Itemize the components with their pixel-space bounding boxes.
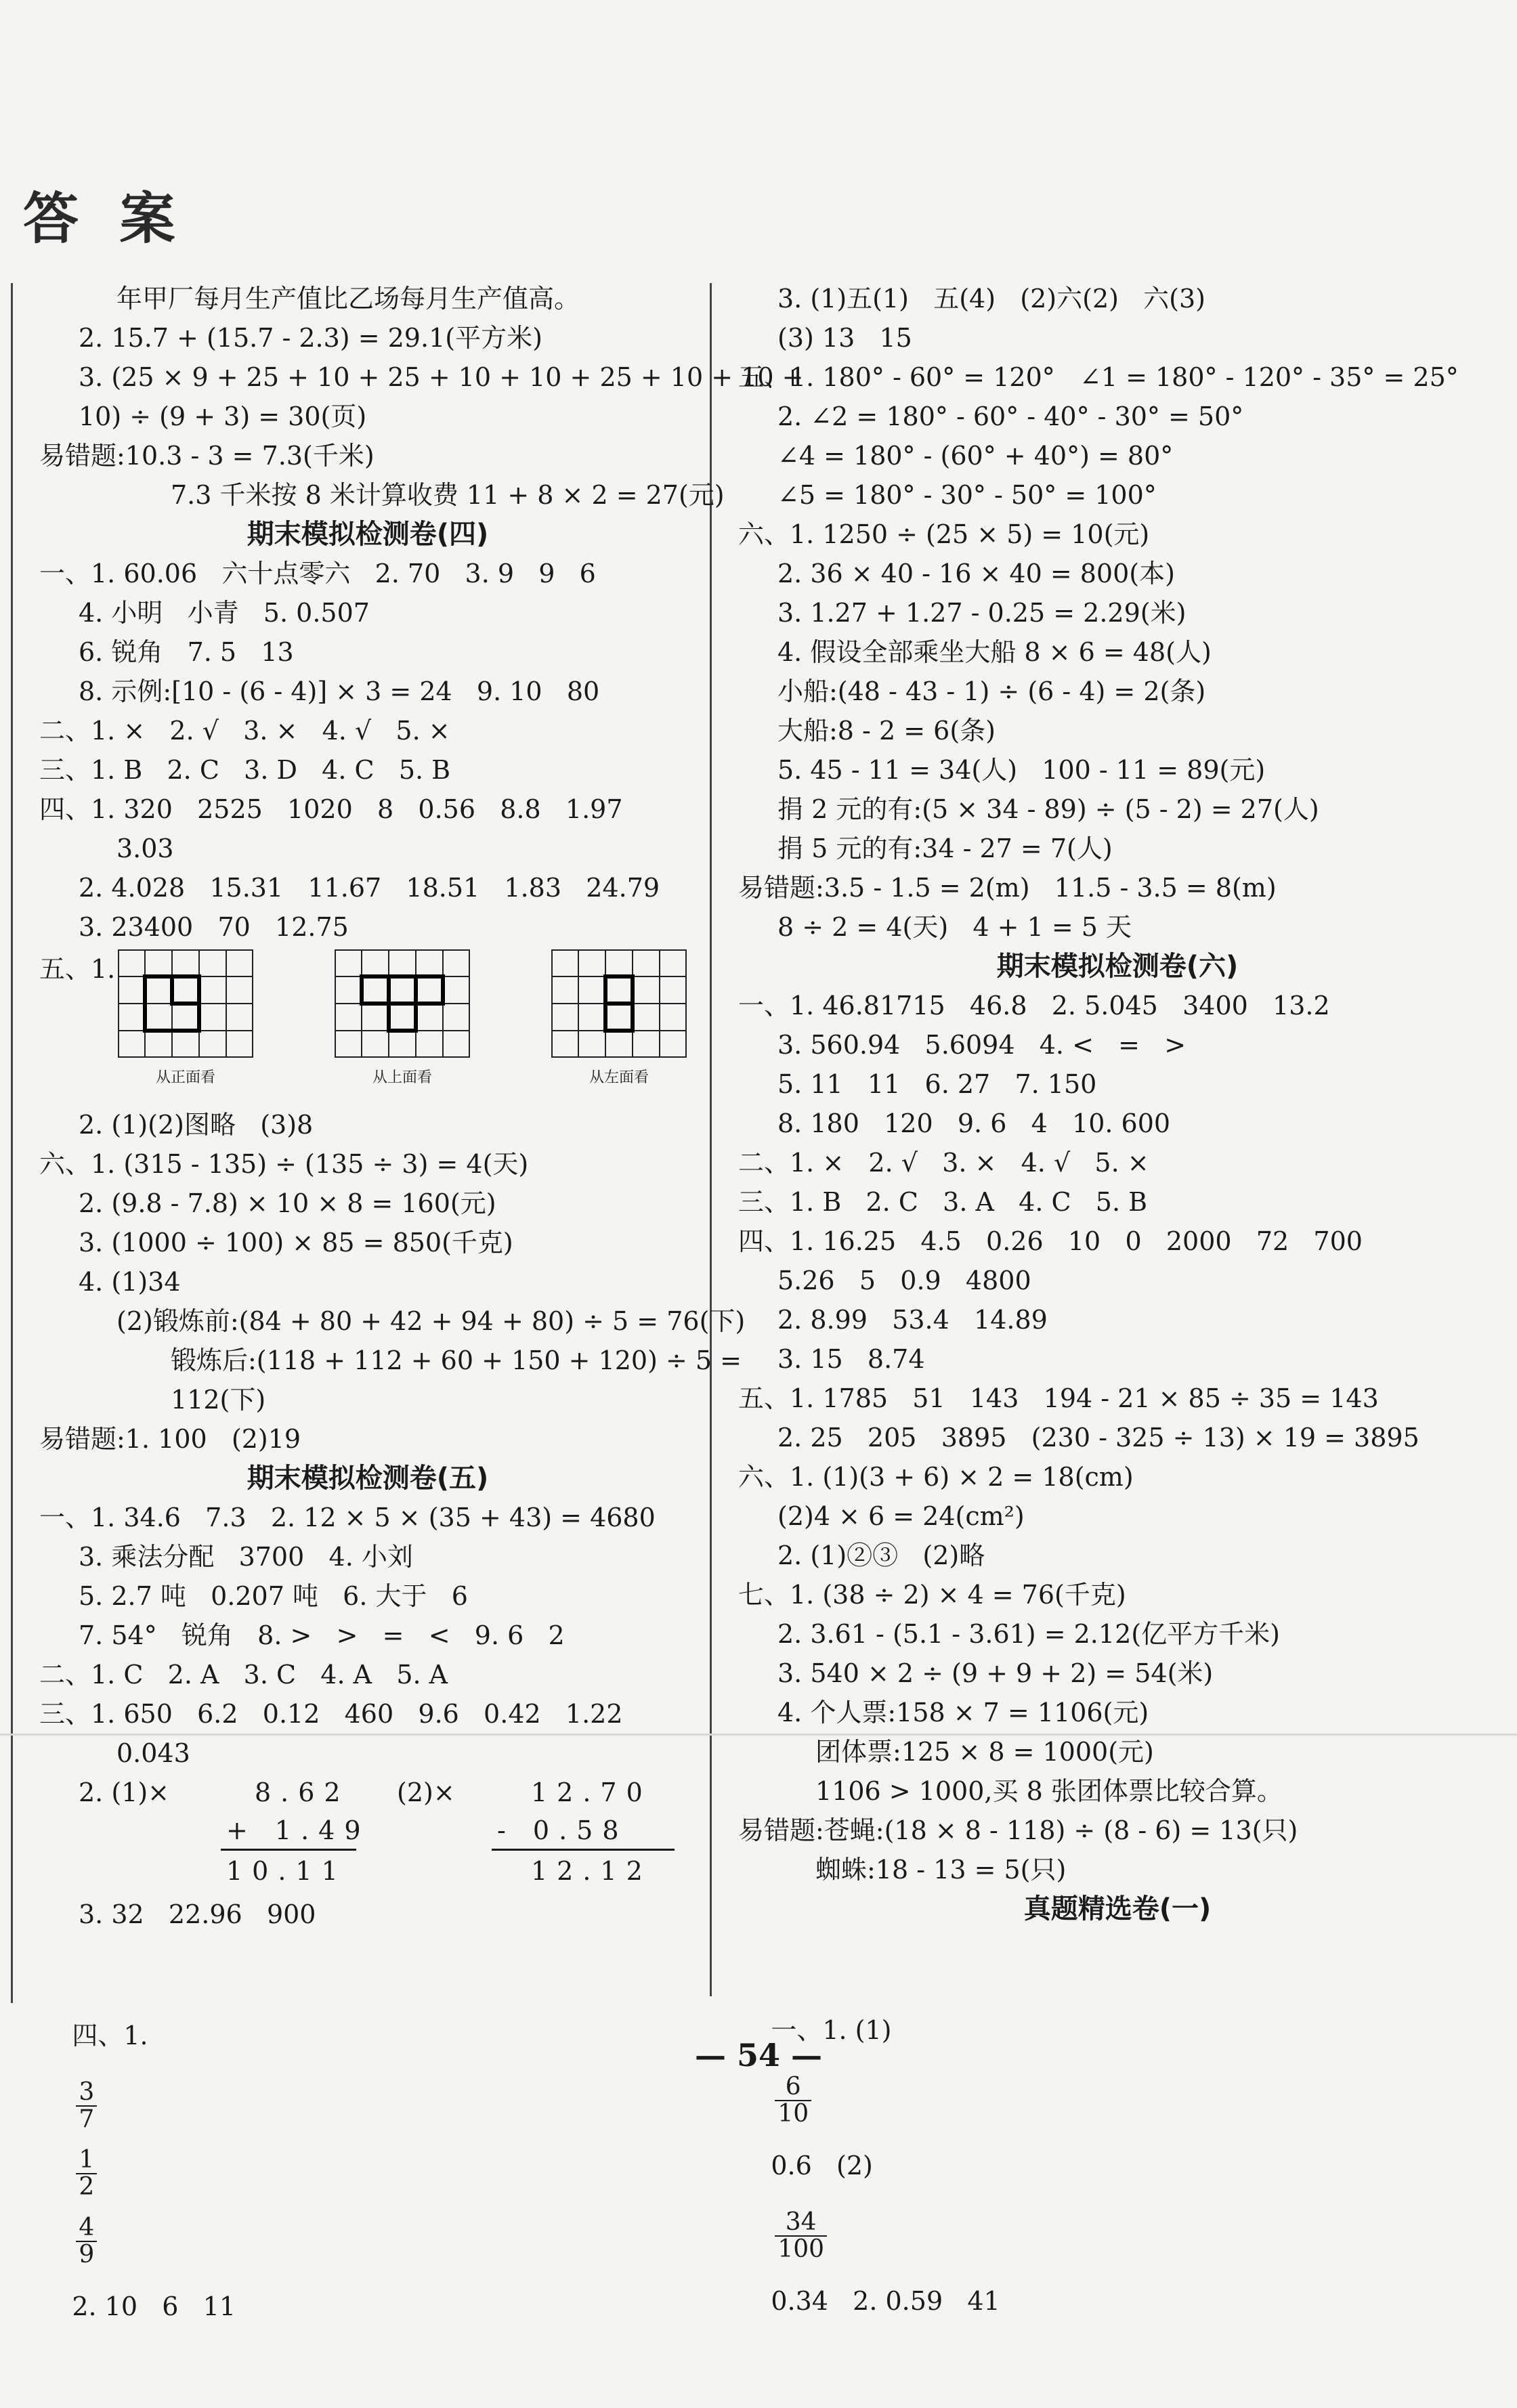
answer-line: 1106 > 1000,买 8 张团体票比较合算。: [815, 1776, 1283, 1806]
numerator: 4: [76, 2215, 97, 2242]
vert-a-mid: + 1.49: [226, 1815, 370, 1845]
answer-line: 易错题:苍蝇:(18 × 8 - 118) ÷ (8 - 6) = 13(只): [738, 1815, 1298, 1845]
column-divider: [710, 283, 712, 1996]
answer-line: 8 ÷ 2 = 4(天) 4 + 1 = 5 天: [777, 912, 1132, 942]
line-prefix: 一、1. (1): [771, 2015, 892, 2045]
view-front: [118, 949, 253, 1087]
answer-line: 小船:(48 - 43 - 1) ÷ (6 - 4) = 2(条): [777, 676, 1206, 706]
answer-line: 2. (1)②③ (2)略: [777, 1541, 985, 1570]
vert-a-label: 2. (1)×: [79, 1778, 170, 1807]
answer-line: 3. 32 22.96 900: [79, 1899, 316, 1929]
answer-line: 3. 15 8.74: [777, 1344, 925, 1374]
answer-line: 锻炼后:(118 + 112 + 60 + 150 + 120) ÷ 5 =: [171, 1346, 742, 1375]
vert-a-result: 10.11: [226, 1856, 347, 1886]
grid-front-icon: [118, 949, 253, 1058]
answer-line: 3. 540 × 2 ÷ (9 + 9 + 2) = 54(米): [777, 1658, 1214, 1688]
vert-b-bar: [492, 1849, 675, 1851]
answer-line: 6. 锐角 7. 5 13: [79, 637, 294, 667]
answer-line: 2. 4.028 15.31 11.67 18.51 1.83 24.79: [79, 873, 660, 903]
denominator: 100: [777, 2235, 825, 2263]
page-number: — 54 —: [694, 2037, 823, 2073]
answer-line: 一、1. 34.6 7.3 2. 12 × 5 × (35 + 43) = 4680: [39, 1503, 656, 1532]
line-middle: 0.6 (2): [771, 2151, 873, 2180]
line-prefix: 四、1.: [72, 2021, 148, 2050]
answer-line: 0.043: [116, 1738, 190, 1768]
view-front-caption: 从正面看: [155, 1069, 215, 1086]
line-suffix: 2. 10 6 11: [72, 2292, 236, 2321]
vert-b-top: 12.70: [531, 1778, 652, 1807]
answer-line: 5. 2.7 吨 0.207 吨 6. 大于 6: [79, 1581, 468, 1611]
fraction: [775, 2074, 811, 2127]
answer-line: ∠4 = 180° - (60° + 40°) = 80°: [777, 441, 1174, 471]
answer-line: 7.3 千米按 8 米计算收费 11 + 8 × 2 = 27(元): [171, 480, 725, 510]
section-heading-5: 期末模拟检测卷(五): [247, 1463, 489, 1494]
answer-line: 7. 54° 锐角 8. > > = < 9. 6 2: [79, 1620, 565, 1650]
answer-line: 三、1. 650 6.2 0.12 460 9.6 0.42 1.22: [39, 1699, 623, 1729]
fraction: [76, 2080, 97, 2132]
denominator: 2: [79, 2172, 95, 2201]
answer-line: 8. 示例:[10 - (6 - 4)] × 3 = 24 9. 10 80: [79, 676, 600, 706]
right-column: [738, 279, 1497, 2316]
answer-line: 四、1. 320 2525 1020 8 0.56 8.8 1.97: [39, 794, 623, 824]
answer-line: 蜘蛛:18 - 13 = 5(只): [815, 1855, 1067, 1885]
answer-line: 3. 1.27 + 1.27 - 0.25 = 2.29(米): [777, 598, 1187, 628]
numerator: 6: [775, 2074, 811, 2101]
view-left-caption: 从左面看: [589, 1069, 649, 1086]
answer-line: 团体票:125 × 8 = 1000(元): [815, 1737, 1154, 1767]
vert-a-bar: [221, 1849, 356, 1851]
answer-line: 3. 乘法分配 3700 4. 小刘: [79, 1542, 413, 1572]
answer-line: 3. (25 × 9 + 25 + 10 + 25 + 10 + 10 + 25 + 10 + 10 +: [79, 362, 804, 392]
answer-line: 10) ÷ (9 + 3) = 30(页): [79, 402, 367, 431]
answer-line: 六、1. (315 - 135) ÷ (135 ÷ 3) = 4(天): [39, 1149, 529, 1179]
line-suffix: 0.34 2. 0.59 41: [771, 2286, 1000, 2316]
answer-line: 3. 560.94 5.6094 4. < = >: [777, 1030, 1187, 1060]
section-heading-6: 期末模拟检测卷(六): [996, 951, 1239, 982]
answer-line: 一、1. 46.81715 46.8 2. 5.045 3400 13.2: [738, 991, 1330, 1020]
answer-line: 2. (9.8 - 7.8) × 10 × 8 = 160(元): [79, 1188, 496, 1218]
answer-line: 五、1. 1785 51 143 194 - 21 × 85 ÷ 35 = 143: [738, 1383, 1379, 1413]
answer-line: 六、1. (1)(3 + 6) × 2 = 18(cm): [738, 1462, 1134, 1492]
answer-line-fractions: [39, 1934, 696, 2321]
answer-line: 8. 180 120 9. 6 4 10. 600: [777, 1109, 1171, 1138]
fraction: [76, 2215, 97, 2268]
answer-line: (2)4 × 6 = 24(cm²): [777, 1501, 1025, 1531]
answer-line: 二、1. × 2. √ 3. × 4. √ 5. ×: [39, 716, 450, 746]
answer-line: 4. 假设全部乘坐大船 8 × 6 = 48(人): [777, 637, 1212, 667]
fraction: [76, 2147, 97, 2200]
answer-line: 三、1. B 2. C 3. D 4. C 5. B: [39, 755, 451, 785]
answer-line: 七、1. (38 ÷ 2) × 4 = 76(千克): [738, 1580, 1126, 1610]
answer-line: 3.03: [116, 834, 174, 863]
numerator: 1: [76, 2147, 97, 2174]
vert-b-result: 12.12: [531, 1856, 652, 1886]
answer-line: 5. 45 - 11 = 34(人) 100 - 11 = 89(元): [777, 755, 1266, 785]
fraction: [775, 2210, 827, 2262]
denominator: 10: [777, 2099, 809, 2128]
left-margin-rule: [11, 283, 13, 2003]
answer-line: (2)锻炼前:(84 + 80 + 42 + 94 + 80) ÷ 5 = 76(下): [116, 1306, 746, 1336]
three-view-drawings: [39, 947, 696, 1105]
grid-left-icon: [551, 949, 687, 1058]
answer-line: 2. (1)(2)图略 (3)8: [79, 1110, 314, 1140]
answer-line: 捐 5 元的有:34 - 27 = 7(人): [777, 834, 1113, 863]
answer-line: (3) 13 15: [777, 323, 912, 353]
denominator: 9: [79, 2240, 95, 2269]
answer-line: 2. 15.7 + (15.7 - 2.3) = 29.1(平方米): [79, 323, 542, 353]
answer-line: 2. 8.99 53.4 14.89: [777, 1305, 1048, 1335]
view-top-caption: 从上面看: [372, 1069, 432, 1086]
answer-line: 易错题:10.3 - 3 = 7.3(千米): [39, 441, 375, 471]
vert-a-top: 8.62: [255, 1778, 350, 1807]
views-label: 五、1.: [39, 954, 116, 984]
answer-line: 2. 3.61 - (5.1 - 3.61) = 2.12(亿平方千米): [777, 1619, 1280, 1649]
section-heading-7: 真题精选卷(一): [1023, 1893, 1212, 1925]
view-left: [551, 949, 687, 1087]
answer-line: 捐 2 元的有:(5 × 34 - 89) ÷ (5 - 2) = 27(人): [777, 794, 1319, 824]
answer-line: 4. 小明 小青 5. 0.507: [79, 598, 370, 628]
vert-b-mid: - 0.58: [497, 1815, 628, 1845]
page-title: 答 案: [23, 187, 186, 251]
answer-line: 一、1. 60.06 六十点零六 2. 70 3. 9 9 6: [39, 559, 596, 588]
vertical-calculations: [39, 1773, 696, 1895]
answer-line: 3. 23400 70 12.75: [79, 912, 349, 942]
section-heading-4: 期末模拟检测卷(四): [247, 519, 489, 550]
denominator: 7: [79, 2105, 95, 2133]
left-column: [39, 279, 804, 2321]
answer-line: 大船:8 - 2 = 6(条): [777, 716, 996, 746]
answer-line: 2. 25 205 3895 (230 - 325 ÷ 13) × 19 = 3895: [777, 1423, 1419, 1453]
grid-top-icon: [335, 949, 470, 1058]
answer-line: 2. ∠2 = 180° - 60° - 40° - 30° = 50°: [777, 402, 1244, 431]
answer-line: 5.26 5 0.9 4800: [777, 1266, 1031, 1295]
answer-line: 易错题:3.5 - 1.5 = 2(m) 11.5 - 3.5 = 8(m): [738, 873, 1277, 903]
answer-line: 3. (1000 ÷ 100) × 85 = 850(千克): [79, 1228, 513, 1257]
numerator: 34: [775, 2210, 827, 2237]
vert-b-label: (2)×: [397, 1778, 455, 1807]
answer-line: 六、1. 1250 ÷ (25 × 5) = 10(元): [738, 519, 1150, 549]
answer-line: 易错题:1. 100 (2)19: [39, 1424, 301, 1454]
answer-line: 4. (1)34: [79, 1267, 181, 1297]
view-top: [335, 949, 470, 1087]
answer-line: 四、1. 16.25 4.5 0.26 10 0 2000 72 700: [738, 1226, 1363, 1256]
answer-line: 二、1. × 2. √ 3. × 4. √ 5. ×: [738, 1148, 1149, 1178]
answer-line: 5. 11 11 6. 27 7. 150: [777, 1069, 1097, 1099]
answer-line: 2. 36 × 40 - 16 × 40 = 800(本): [777, 559, 1175, 588]
numerator: 3: [76, 2080, 97, 2107]
answer-line: 五、1. 180° - 60° = 120° ∠1 = 180° - 120° - 35° = 25°: [738, 362, 1459, 392]
answer-line: 二、1. C 2. A 3. C 4. A 5. A: [39, 1660, 448, 1690]
answer-line: ∠5 = 180° - 30° - 50° = 100°: [777, 480, 1157, 510]
answer-line: 年甲厂每月生产值比乙场每月生产值高。: [116, 284, 580, 314]
answer-line: 3. (1)五(1) 五(4) (2)六(2) 六(3): [777, 284, 1206, 314]
answer-line: 4. 个人票:158 × 7 = 1106(元): [777, 1698, 1149, 1727]
answer-line: 112(下): [171, 1385, 266, 1415]
answer-line: 三、1. B 2. C 3. A 4. C 5. B: [738, 1187, 1148, 1217]
